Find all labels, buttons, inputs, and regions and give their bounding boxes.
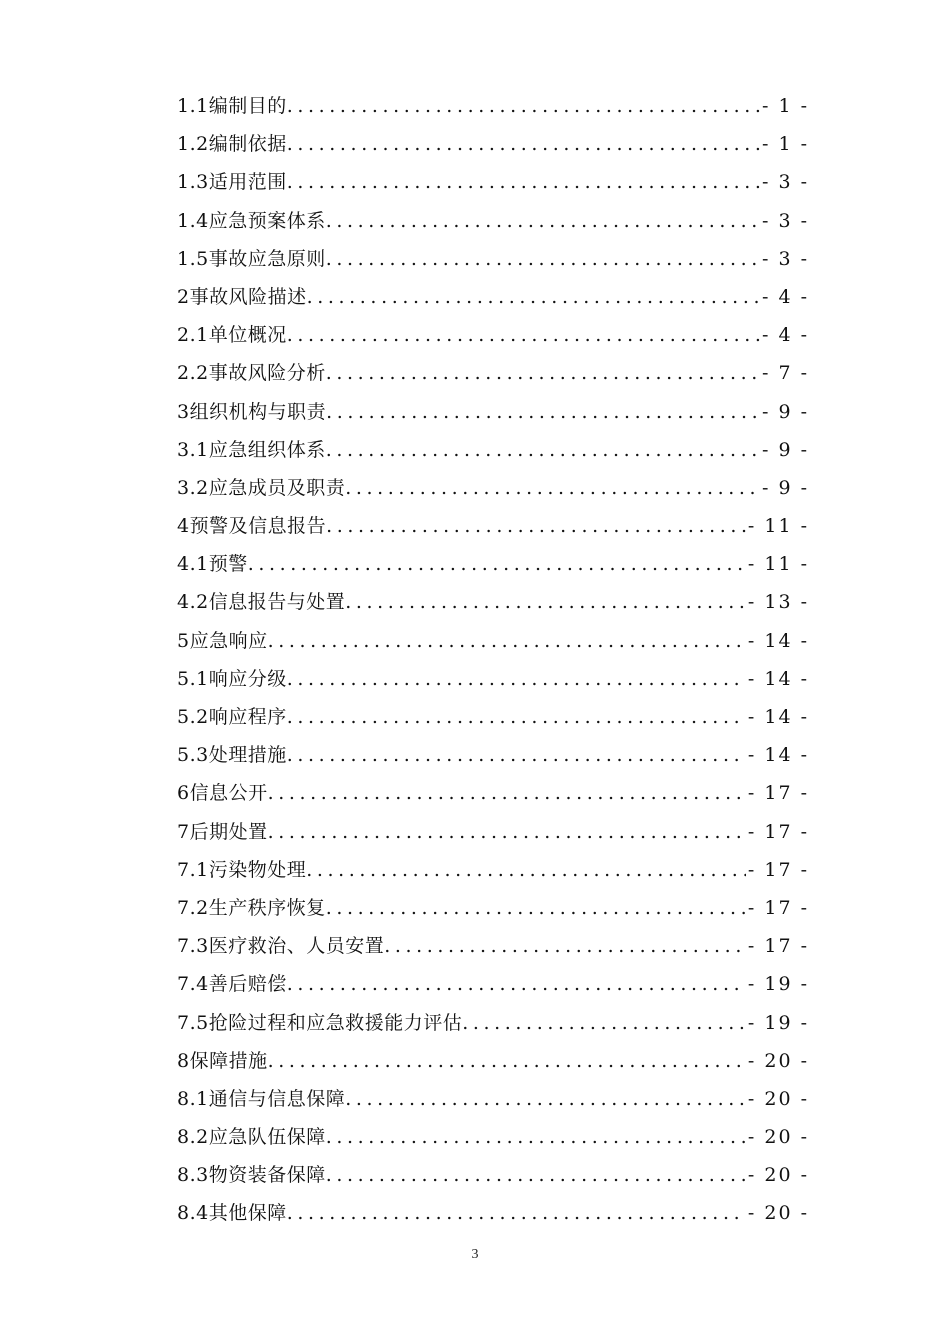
toc-leader-dots xyxy=(287,125,760,163)
toc-entry-page: - 1 - xyxy=(761,133,809,156)
toc-entry-title: 6信息公开 xyxy=(177,782,268,805)
toc-entry-title: 7.2生产秩序恢复 xyxy=(177,896,326,919)
toc-entry-title: 3.2应急成员及职责 xyxy=(177,476,346,499)
toc-entry[interactable] xyxy=(177,965,809,1003)
toc-leader-dots xyxy=(326,240,760,278)
toc-entry[interactable] xyxy=(177,1156,809,1194)
toc-entry[interactable] xyxy=(177,851,809,889)
toc-entry-title: 4.1预警 xyxy=(177,553,248,576)
toc-entry[interactable] xyxy=(177,507,809,545)
toc-entry-title: 7.3医疗救治、人员安置 xyxy=(177,935,385,958)
toc-entry-title: 8.4其他保障 xyxy=(177,1202,287,1225)
toc-entry-page: - 14 - xyxy=(747,706,809,728)
toc-entry-page: - 11 - xyxy=(747,553,809,576)
toc-entry[interactable] xyxy=(177,393,809,431)
toc-entry-title: 8.3物资装备保障 xyxy=(177,1164,326,1187)
toc-entry[interactable] xyxy=(177,469,809,507)
toc-entry-title: 7.1污染物处理 xyxy=(177,858,307,881)
toc-entry[interactable] xyxy=(177,202,809,240)
toc-entry-page: - 20 - xyxy=(747,1126,809,1149)
toc-entry-page: - 17 - xyxy=(747,782,809,805)
toc-entry[interactable] xyxy=(177,813,809,851)
toc-leader-dots xyxy=(248,545,746,583)
toc-leader-dots xyxy=(326,202,760,240)
toc-entry[interactable] xyxy=(177,163,809,201)
toc-leader-dots xyxy=(268,813,746,851)
toc-entry-title: 3.1应急组织体系 xyxy=(177,438,326,461)
toc-entry-page: - 17 - xyxy=(747,820,809,843)
toc-leader-dots xyxy=(287,736,746,774)
toc-leader-dots xyxy=(307,278,760,316)
toc-leader-dots xyxy=(326,889,746,927)
toc-leader-dots xyxy=(345,583,746,621)
toc-entry-title: 1.3适用范围 xyxy=(177,171,287,194)
toc-entry[interactable] xyxy=(177,583,809,621)
toc-entry-page: - 9 - xyxy=(761,400,809,423)
toc-entry-page: - 3 - xyxy=(761,247,809,270)
toc-leader-dots xyxy=(287,316,760,354)
toc-entry-page: - 17 - xyxy=(747,935,809,958)
toc-entry[interactable] xyxy=(177,316,809,354)
toc-entry-title: 1.1编制目的 xyxy=(177,95,287,117)
toc-leader-dots xyxy=(268,774,746,812)
toc-entry-title: 2.1单位概况 xyxy=(177,324,287,347)
toc-leader-dots xyxy=(384,927,746,965)
toc-entry-page: - 19 - xyxy=(747,973,809,996)
toc-entry-title: 7后期处置 xyxy=(177,820,268,843)
toc-entry-page: - 20 - xyxy=(747,1202,809,1225)
toc-entry-title: 7.4善后赔偿 xyxy=(177,973,287,996)
toc-leader-dots xyxy=(268,1042,746,1080)
toc-entry-page: - 4 - xyxy=(761,324,809,347)
toc-entry-page: - 14 - xyxy=(747,667,809,690)
toc-entry[interactable] xyxy=(177,622,809,660)
toc-entry-page: - 3 - xyxy=(761,209,809,232)
toc-entry-title: 2.2事故风险分析 xyxy=(177,362,326,385)
toc-entry-page: - 7 - xyxy=(761,362,809,385)
toc-entry[interactable] xyxy=(177,927,809,965)
toc-entry-page: - 14 - xyxy=(747,629,809,652)
toc-entry-title: 3组织机构与职责 xyxy=(177,400,327,423)
toc-entry-title: 1.2编制依据 xyxy=(177,133,287,156)
toc-entry-page: - 1 - xyxy=(761,95,809,117)
toc-entry[interactable] xyxy=(177,431,809,469)
toc-leader-dots xyxy=(287,660,746,698)
toc-leader-dots xyxy=(326,393,760,431)
toc-entry-title: 5.1响应分级 xyxy=(177,667,287,690)
toc-entry-page: - 4 - xyxy=(761,285,809,308)
toc-leader-dots xyxy=(326,431,760,469)
toc-leader-dots xyxy=(326,354,760,392)
toc-entry-page: - 19 - xyxy=(747,1011,809,1034)
toc-entry[interactable] xyxy=(177,87,809,125)
toc-entry[interactable] xyxy=(177,545,809,583)
toc-entry-page: - 13 - xyxy=(747,591,809,614)
toc-leader-dots xyxy=(287,698,746,736)
toc-entry[interactable] xyxy=(177,1080,809,1118)
toc-leader-dots xyxy=(287,965,746,1003)
toc-entry-page: - 17 - xyxy=(747,896,809,919)
toc-entry-title: 4.2信息报告与处置 xyxy=(177,591,346,614)
toc-entry-page: - 9 - xyxy=(761,438,809,461)
toc-entry-page: - 20 - xyxy=(747,1087,809,1110)
toc-entry[interactable] xyxy=(177,1004,809,1042)
toc-entry-title: 4预警及信息报告 xyxy=(177,515,327,538)
toc-leader-dots xyxy=(326,1156,746,1194)
toc-entry-title: 1.4应急预案体系 xyxy=(177,209,326,232)
toc-entry-title: 2事故风险描述 xyxy=(177,285,307,308)
toc-entry-title: 7.5抢险过程和应急救援能力评估 xyxy=(177,1011,463,1034)
toc-entry-title: 8.1通信与信息保障 xyxy=(177,1087,346,1110)
toc-entry[interactable] xyxy=(177,1042,809,1080)
toc-leader-dots xyxy=(287,1194,746,1232)
toc-leader-dots xyxy=(287,163,760,201)
page-number: 3 xyxy=(471,1247,479,1262)
toc-entry[interactable] xyxy=(177,125,809,163)
toc-entry-page: - 14 - xyxy=(747,744,809,767)
toc-entry-page: - 17 - xyxy=(747,858,809,881)
toc-leader-dots xyxy=(345,469,760,507)
toc-entry[interactable] xyxy=(177,736,809,774)
toc-entry[interactable] xyxy=(177,240,809,278)
toc-leader-dots xyxy=(306,851,746,889)
toc-entry-title: 8.2应急队伍保障 xyxy=(177,1126,326,1149)
toc-entry-page: - 20 - xyxy=(747,1049,809,1072)
toc-entry-title: 5.2响应程序 xyxy=(177,706,287,728)
toc-leader-dots xyxy=(345,1080,746,1118)
toc-leader-dots xyxy=(326,1118,746,1156)
toc-entry-page: - 3 - xyxy=(761,171,809,194)
toc-entry[interactable] xyxy=(177,278,809,316)
toc-entry[interactable] xyxy=(177,698,809,736)
toc-entry[interactable] xyxy=(177,354,809,392)
toc-entry-title: 8保障措施 xyxy=(177,1049,268,1072)
toc-leader-dots xyxy=(326,507,746,545)
toc-entry[interactable] xyxy=(177,889,809,927)
toc-entry-title: 5.3处理措施 xyxy=(177,744,287,767)
toc-leader-dots xyxy=(268,622,746,660)
toc-entry-page: - 9 - xyxy=(761,476,809,499)
toc-entry-page: - 20 - xyxy=(747,1164,809,1187)
toc-entry[interactable] xyxy=(177,1194,809,1232)
toc-entry-page: - 11 - xyxy=(747,515,809,538)
toc-entry[interactable] xyxy=(177,774,809,812)
toc-entry-title: 1.5事故应急原则 xyxy=(177,247,326,270)
toc-entry[interactable] xyxy=(177,660,809,698)
toc-leader-dots xyxy=(462,1004,746,1042)
toc-leader-dots xyxy=(287,87,760,125)
toc-entry-title: 5应急响应 xyxy=(177,629,268,652)
table-of-contents xyxy=(177,87,809,1233)
toc-entry[interactable] xyxy=(177,1118,809,1156)
